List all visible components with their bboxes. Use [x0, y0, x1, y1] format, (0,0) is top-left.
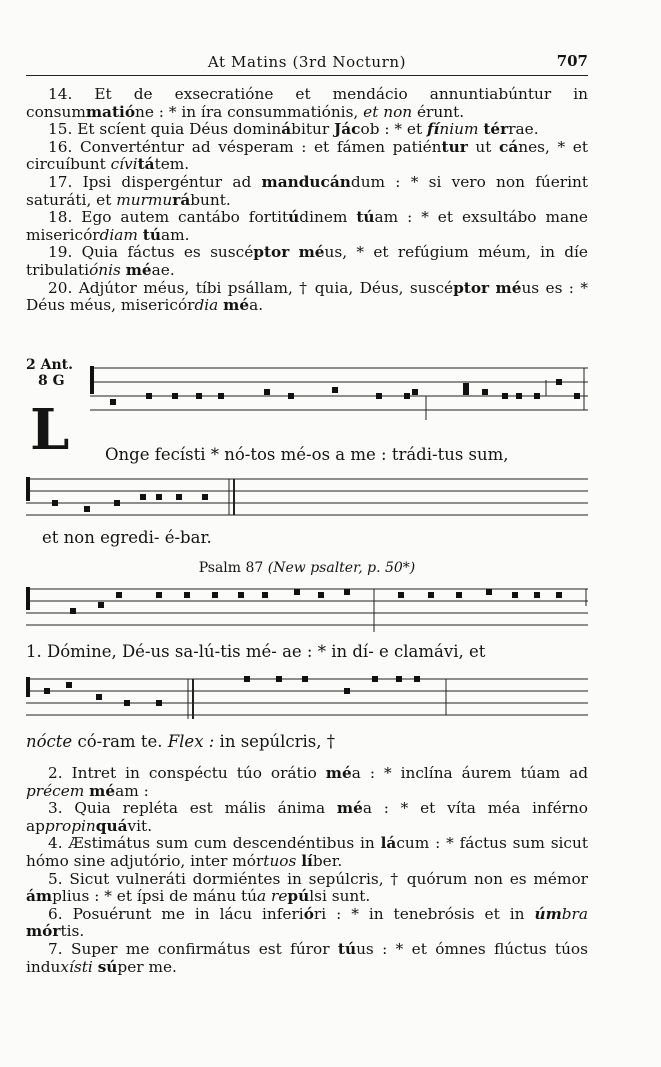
clef-mark [26, 677, 30, 697]
page-number: 707 [556, 52, 588, 70]
neume-note [534, 393, 540, 399]
psalm86-verse-17: 17. Ipsi dispergéntur ad manducándum : * si vero non fúerint saturáti, et murmurábunt. [26, 172, 588, 209]
neume-note [262, 592, 268, 598]
neume-note [70, 608, 76, 614]
psalm86-verse-14: 14. Et de exsecratióne et mendácio annuntiabúntur in consummatióne : * in íra consummatiónis, et non érunt. [26, 85, 588, 121]
psalm87-verse-6: 6. Posuérunt me in lácu inferióri : * in tenebrósis et in úmbra mórtis. [26, 904, 588, 941]
psalm-tone-staff-2 [26, 674, 588, 722]
psalm-verses-bottom [26, 765, 588, 976]
neume-note [372, 676, 378, 682]
psalm-flex-lyric [26, 732, 335, 751]
psalm-note: (New psalter, p. 50*) [267, 560, 416, 576]
neume-note [156, 700, 162, 706]
psalm87-verse-2: 2. Intret in conspéctu túo orátio méa : * inclína áurem túam ad précem méam : [26, 764, 588, 800]
neume-note [456, 592, 462, 598]
psalm86-verse-18: 18. Ego autem cantábo fortitúdinem túam : * et exsultábo mane misericórdiam túam. [26, 208, 588, 244]
clef-mark [26, 587, 30, 610]
neume-note [376, 393, 382, 399]
antiphon-lyric-1: Onge fecísti * nó-tos mé-os a me : trádi-tus sum, [105, 445, 509, 464]
neume-note [302, 676, 308, 682]
drop-capital: L [30, 397, 70, 463]
psalm-title [26, 560, 588, 576]
neume-note [196, 393, 202, 399]
neume-note [218, 393, 224, 399]
neume-note [318, 592, 324, 598]
neume-note [110, 399, 116, 405]
running-title: At Matins (3rd Nocturn) [207, 53, 407, 71]
neume-note [482, 389, 488, 395]
antiphon-staff-2 [26, 474, 588, 524]
psalm-tone-staff-1 [26, 582, 588, 634]
antiphon-mode-label: 8 G [38, 373, 65, 389]
neume-note [332, 387, 338, 393]
psalm87-verse-4: 4. Æstimátus sum cum descendéntibus in lácum : * fáctus sum sicut hómo sine adjutório, inter mórtuos líber. [26, 834, 588, 870]
neume-note [344, 688, 350, 694]
neume-note [412, 389, 418, 395]
neume-note [396, 676, 402, 682]
neume-note [556, 379, 562, 385]
neume-note [294, 589, 300, 595]
running-header [26, 51, 588, 76]
neume-note [556, 592, 562, 598]
neume-note [66, 682, 72, 688]
psalm87-verse-7: 7. Super me confirmátus est fúror túus : * et ómnes flúctus túos induxísti súper me. [26, 939, 588, 976]
neume-note [534, 592, 540, 598]
psalm86-verse-19: 19. Quia fáctus es suscéptor méus, * et refúgium méum, in díe tribulatiónis méae. [26, 243, 588, 279]
neume-note [463, 389, 469, 395]
neume-note [238, 592, 244, 598]
neume-note [156, 494, 162, 500]
neume-note [146, 393, 152, 399]
psalm86-verse-20: 20. Adjútor méus, tíbi psállam, † quia, Déus, suscéptor méus es : * Déus méus, misericórdia méa. [26, 278, 588, 315]
neume-note [264, 389, 270, 395]
neume-note [516, 393, 522, 399]
psalm87-verse-3: 3. Quia repléta est mális ánima méa : * et víta méa inférno appropinquávit. [26, 799, 588, 835]
neume-note [463, 383, 469, 389]
neume-note [428, 592, 434, 598]
antiphon-lyric-2: et non egredi- é-bar. [42, 528, 212, 547]
neume-note [574, 393, 580, 399]
neume-note [398, 592, 404, 598]
flex-word-mid: có-ram te. [72, 732, 168, 751]
neume-note [176, 494, 182, 500]
neume-note [44, 688, 50, 694]
antiphon-label: 2 Ant. [26, 357, 73, 373]
neume-note [486, 589, 492, 595]
neume-note [512, 592, 518, 598]
neume-note [202, 494, 208, 500]
antiphon-staff-1 [26, 360, 588, 428]
neume-note [244, 676, 250, 682]
neume-note [52, 500, 58, 506]
psalm87-verse-5: 5. Sicut vulneráti dormiéntes in sepúlcris, † quórum non es mémor ámplius : * et ípsi de mánu túa repúlsi sunt. [26, 869, 588, 906]
neume-note [288, 393, 294, 399]
clef-mark [90, 366, 94, 394]
neume-note [212, 592, 218, 598]
neume-note [172, 393, 178, 399]
neume-note [184, 592, 190, 598]
flex-word-end: in sepúlcris, † [214, 732, 336, 751]
psalm86-verse-16: 16. Converténtur ad vésperam : et fámen patiéntur ut cánes, * et circuíbunt cívitátem. [26, 137, 588, 174]
neume-note [502, 393, 508, 399]
neume-note [124, 700, 130, 706]
neume-note [404, 393, 410, 399]
psalm-verses-top [26, 86, 588, 315]
neume-note [140, 494, 146, 500]
neume-note [276, 676, 282, 682]
neume-note [84, 506, 90, 512]
neume-note [114, 500, 120, 506]
psalm86-verse-15: 15. Et scíent quia Déus dominábitur Jácob : * et fínium térrae. [48, 120, 539, 139]
neume-note [414, 676, 420, 682]
neume-note [98, 602, 104, 608]
psalm-intonation-lyric: 1. Dómine, Dé-us sa-lú-tis mé- ae : * in dí- e clamávi, et [26, 642, 486, 661]
flex-word-start: nócte [26, 732, 73, 751]
flex-label: Flex : [167, 732, 215, 751]
clef-mark [26, 477, 30, 501]
psalm-number: Psalm 87 [198, 560, 264, 576]
neume-note [96, 694, 102, 700]
neume-note [344, 589, 350, 595]
neume-note [156, 592, 162, 598]
neume-note [116, 592, 122, 598]
